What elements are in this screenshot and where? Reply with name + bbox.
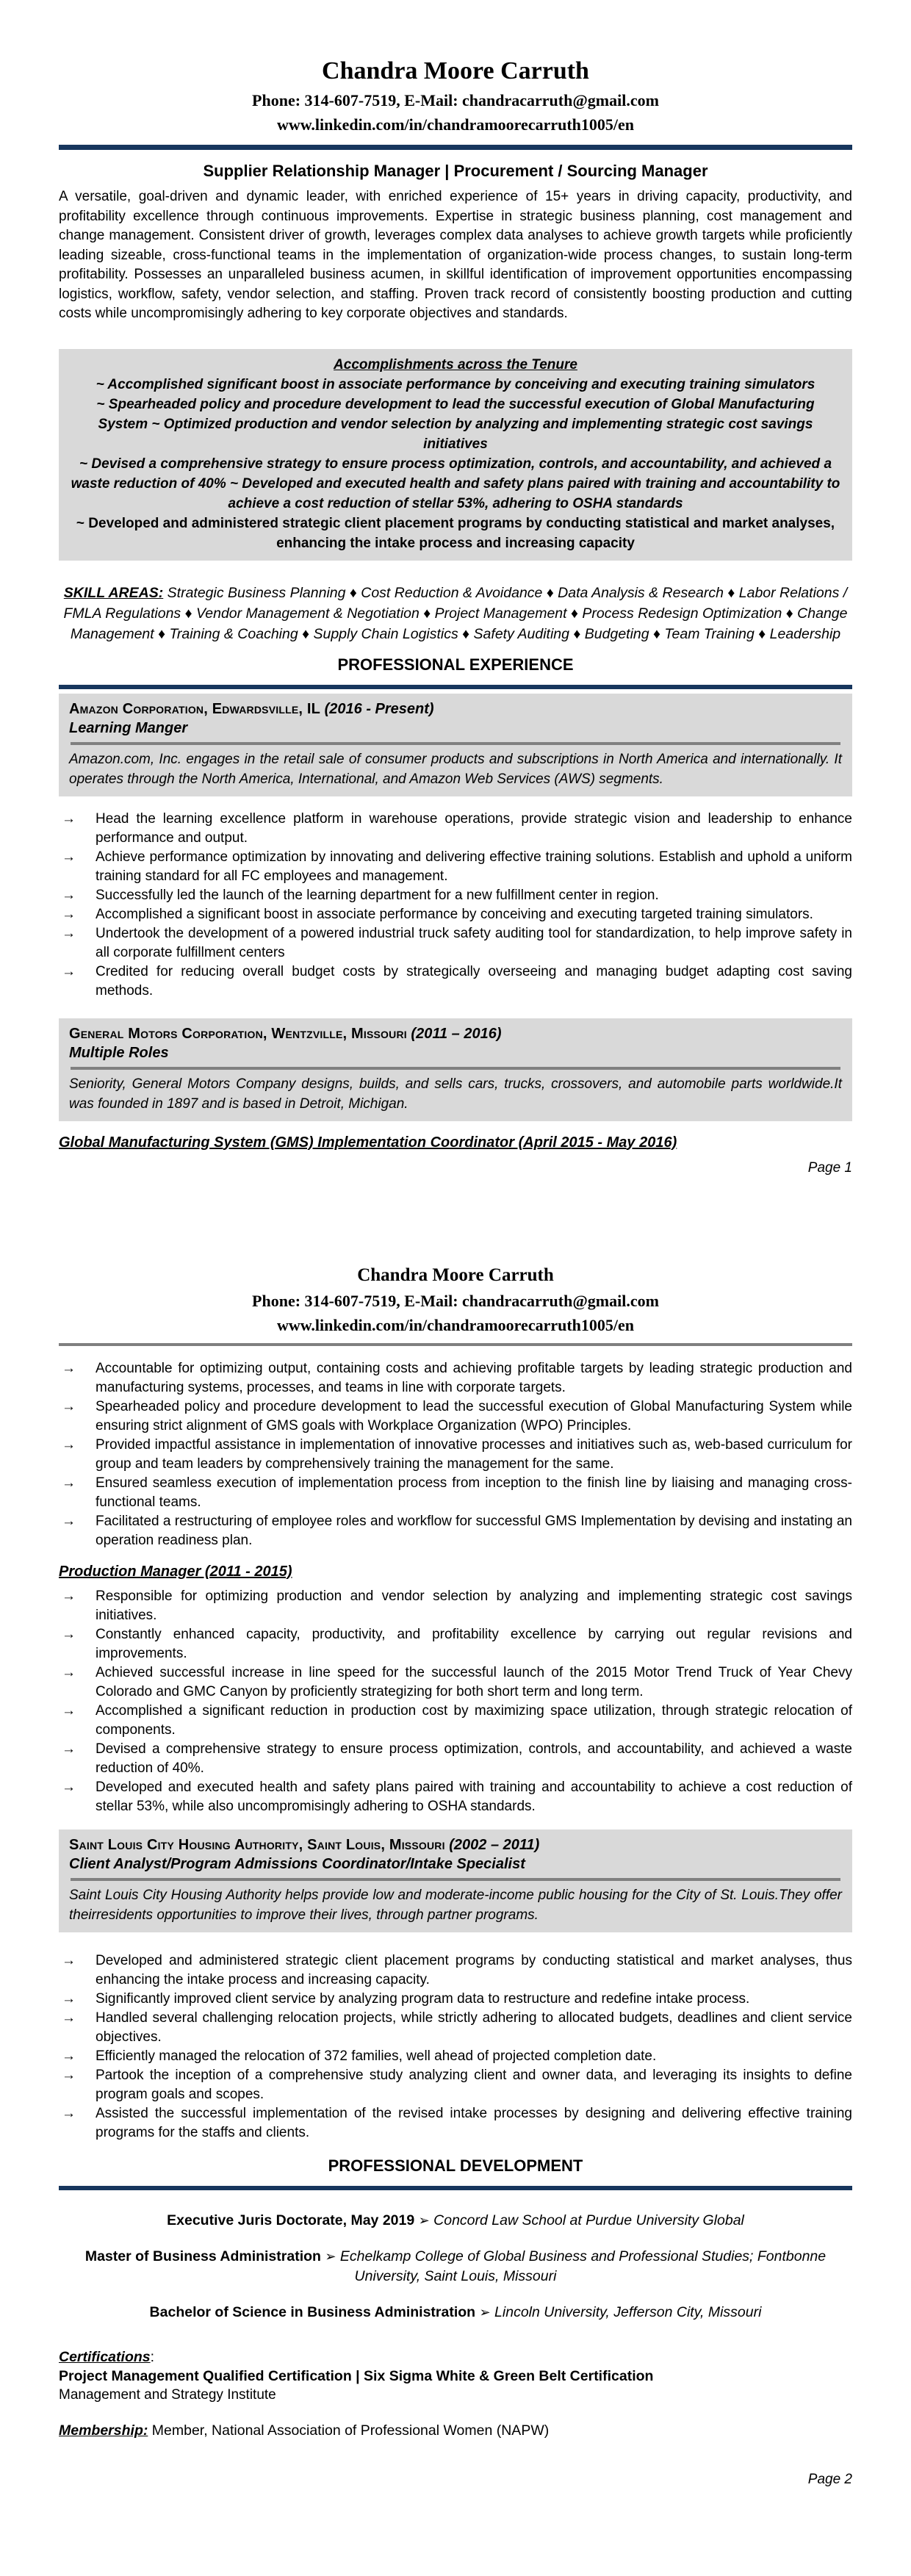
- arrow-bullet-icon: →: [62, 2048, 76, 2064]
- bullet-text: Significantly improved client service by analyzing program data to restructure and redefine intake process.: [96, 1990, 750, 2007]
- page2-header-rule: [59, 1343, 852, 1346]
- bullet-text: Handled several challenging relocation projects, while strictly adhering to allocated budgets, deadlines and client service objectives.: [96, 2010, 852, 2045]
- bullet-text: Provided impactful assistance in implementation of innovative processes and initiatives such as, web-based curriculum for group and team leaders by comprehensively training the management for the same.: [96, 1436, 852, 1472]
- bullet-text: Constantly enhanced capacity, productivity, and profitability excellence by carrying out regular revisions and improvements.: [96, 1626, 852, 1661]
- amazon-bullets: [59, 810, 852, 1001]
- bullet-item: [59, 886, 852, 905]
- school: Echelkamp College of Global Business and Professional Studies; Fontbonne University, Saint Louis, Missouri: [339, 2248, 827, 2284]
- amazon-company: Amazon Corporation, Edwardsville, IL: [69, 700, 321, 717]
- bullet-text: Achieved successful increase in line speed for the successful launch of the 2015 Motor Trend Truck of Year Chevy Colorado and GMC Canyon by proficiently strategizing for both short term and long term.: [96, 1664, 852, 1699]
- certifications-block: [59, 2347, 852, 2405]
- gm-company: General Motors Corporation, Wentzville, Missouri: [69, 1025, 407, 1042]
- arrow-bullet-icon: →: [62, 1779, 76, 1795]
- bullet-text: Developed and administered strategic client placement programs by conducting statistical and market analyses, thus enhancing the intake process and increasing capacity.: [96, 1952, 852, 1987]
- bullet-item: [59, 1740, 852, 1778]
- development-heading: PROFESSIONAL DEVELOPMENT: [328, 2156, 583, 2175]
- resume-headline: Supplier Relationship Manager | Procurement / Sourcing Manager: [203, 162, 708, 180]
- bullet-text: Achieve performance optimization by innovating and delivering effective training solutions. Establish and uphold a uniform training standard for all FC employees and management.: [96, 849, 852, 884]
- arrow-bullet-icon: →: [62, 1702, 76, 1719]
- arrow-bullet-icon: →: [62, 1475, 76, 1491]
- bullet-text: Efficiently managed the relocation of 372 families, well ahead of projected completion date.: [96, 2048, 657, 2064]
- bullet-item: [59, 1625, 852, 1663]
- amazon-description: Amazon.com, Inc. engages in the retail sale of consumer products and subscriptions in North America and internationally. It operates through the North America, International, and Amazon Web Services (AWS) segments.: [69, 751, 842, 787]
- gm-company-line: [69, 1024, 842, 1043]
- bullet-text: Partook the inception of a comprehensive study analyzing client and owner data, and leveraging its insights to define program goals and scopes.: [96, 2067, 852, 2102]
- bullet-item: [59, 924, 852, 963]
- arrow-bullet-icon: →: [62, 1626, 76, 1642]
- job-divider: [71, 1878, 840, 1881]
- job-divider: [71, 1067, 840, 1070]
- bullet-item: [59, 2047, 852, 2066]
- slcha-bullets: [59, 1951, 852, 2143]
- arrow-bullet-icon: →: [62, 1990, 76, 2007]
- bullet-item: [59, 2104, 852, 2143]
- amazon-period: (2016 - Present): [324, 700, 434, 717]
- bullet-item: [59, 1587, 852, 1625]
- education-entry: [59, 2303, 852, 2323]
- page2-footer: Page 2: [807, 2471, 852, 2487]
- page2-header: [59, 1264, 852, 1336]
- degree: Executive Juris Doctorate, May 2019: [167, 2212, 415, 2228]
- arrow-bullet-icon: →: [62, 2067, 76, 2083]
- certifications-label: Certifications: [59, 2348, 151, 2365]
- membership-label: Membership:: [59, 2422, 148, 2439]
- bullet-text: Accomplished a significant boost in associate performance by conceiving and executing targeted training simulators.: [96, 906, 813, 922]
- arrowhead-icon: ➢: [325, 2248, 336, 2264]
- bullet-item: [59, 1951, 852, 1990]
- certifications-line2: Management and Strategy Institute: [59, 2386, 276, 2403]
- arrow-bullet-icon: →: [62, 1952, 76, 1968]
- bullet-text: Credited for reducing overall budget costs by strategically overseeing and managing budget adapting cost saving methods.: [96, 963, 852, 999]
- school: Lincoln University, Jefferson City, Missouri: [494, 2303, 762, 2320]
- page1-footer: Page 1: [807, 1159, 852, 1176]
- bullet-text: Spearheaded policy and procedure development to lead the successful execution of Global Manufacturing System while ensuring strict alignment of GMS goals with Workplace Organization (WPO) Principles.: [96, 1398, 852, 1433]
- bullet-item: [59, 905, 852, 924]
- bullet-item: [59, 1663, 852, 1702]
- bullet-text: Ensured seamless execution of implementation process from inception to the finish line by liaising and managing cross-functional teams.: [96, 1475, 852, 1510]
- bullet-text: Undertook the development of a powered industrial truck safety auditing tool for standardization, to help improve safety in all corporate fulfillment centers: [96, 925, 852, 960]
- arrow-bullet-icon: →: [62, 1741, 76, 1757]
- degree: Bachelor of Science in Business Administration: [149, 2303, 476, 2320]
- accomplishment-item: ~ Accomplished significant boost in associate performance by conceiving and executing training simulators: [96, 376, 815, 392]
- bullet-text: Developed and executed health and safety plans paired with training and accountability to achieve a cost reduction of stellar 53%, while also uncompromisingly adhering to OSHA standards.: [96, 1779, 852, 1814]
- bullet-text: Head the learning excellence platform in warehouse operations, provide strategic vision and leadership to enhance performance and output.: [96, 810, 852, 846]
- arrow-bullet-icon: →: [62, 2105, 76, 2121]
- page2-linkedin-url: www.linkedin.com/in/chandramoorecarruth1005/en: [276, 1315, 635, 1334]
- bullet-item: [59, 848, 852, 886]
- slcha-job-box: [59, 1830, 852, 1932]
- bullet-item: [59, 1359, 852, 1397]
- certifications-label-line: [59, 2347, 852, 2367]
- bullet-item: [59, 1702, 852, 1740]
- arrow-bullet-icon: →: [62, 1664, 76, 1680]
- bullet-item: [59, 1778, 852, 1816]
- accomplishments-title-text: Accomplishments across the Tenure: [334, 356, 577, 373]
- bullet-text: Successfully led the launch of the learning department for a new fulfillment center in region.: [96, 887, 659, 903]
- gm-job-box: [59, 1018, 852, 1121]
- production-manager-heading: Production Manager (2011 - 2015): [59, 1563, 292, 1580]
- certifications-colon: :: [150, 2348, 155, 2365]
- bullet-item: [59, 1512, 852, 1550]
- arrow-bullet-icon: →: [62, 963, 76, 979]
- accomplishments-title: [71, 355, 840, 375]
- arrow-bullet-icon: →: [62, 1513, 76, 1529]
- page1-linkedin-url: www.linkedin.com/in/chandramoorecarruth1005/en: [276, 115, 635, 134]
- gms-bullets: [59, 1359, 852, 1550]
- skill-areas: [59, 583, 852, 644]
- page1-name: Chandra Moore Carruth: [322, 57, 589, 84]
- header-rule: [59, 145, 852, 150]
- gms-coordinator-heading: Global Manufacturing System (GMS) Implementation Coordinator (April 2015 - May 2016): [59, 1134, 677, 1151]
- bullet-text: Accountable for optimizing output, containing costs and achieving profitable targets by leading strategic production and manufacturing systems, processes, and teams in line with corporate targets.: [96, 1360, 852, 1395]
- bullet-item: [59, 963, 852, 1001]
- bullet-item: [59, 810, 852, 848]
- page2-contact-line: Phone: 314-607-7519, E-Mail: chandracarruth@gmail.com: [252, 1291, 659, 1310]
- arrowhead-icon: ➢: [479, 2304, 491, 2320]
- experience-rule: [59, 685, 852, 689]
- bullet-item: [59, 1397, 852, 1436]
- arrow-bullet-icon: →: [62, 925, 76, 941]
- school: Concord Law School at Purdue University Global: [433, 2212, 744, 2228]
- education-entry: [59, 2247, 852, 2287]
- skill-areas-label: SKILL AREAS:: [63, 584, 164, 601]
- job-divider: [71, 742, 840, 745]
- arrow-bullet-icon: →: [62, 1360, 76, 1376]
- bullet-item: [59, 2009, 852, 2047]
- slcha-role: Client Analyst/Program Admissions Coordinator/Intake Specialist: [69, 1855, 525, 1872]
- gm-description: Seniority, General Motors Company designs, builds, and sells cars, trucks, crossovers, and automobile parts worldwide.It was founded in 1897 and is based in Detroit, Michigan.: [69, 1076, 842, 1112]
- degree: Master of Business Administration: [84, 2248, 321, 2264]
- accomplishments-box: [59, 349, 852, 561]
- bullet-text: Devised a comprehensive strategy to ensure process optimization, controls, and accountability, and achieved a waste reduction of 40%.: [96, 1741, 852, 1776]
- slcha-period: (2002 – 2011): [449, 1836, 540, 1853]
- education-entry: [59, 2211, 852, 2231]
- page1-header: [59, 0, 852, 135]
- membership-text: Member, National Association of Professional Women (NAPW): [151, 2422, 550, 2439]
- arrow-bullet-icon: →: [62, 2010, 76, 2026]
- gm-period: (2011 – 2016): [411, 1025, 502, 1042]
- page2-name: Chandra Moore Carruth: [357, 1264, 554, 1285]
- arrow-bullet-icon: →: [62, 849, 76, 865]
- bullet-item: [59, 1990, 852, 2009]
- amazon-job-box: [59, 694, 852, 796]
- experience-heading: PROFESSIONAL EXPERIENCE: [337, 655, 574, 674]
- summary-paragraph: A versatile, goal-driven and dynamic leader, with enriched experience of 15+ years in driving capacity, productivity, and profitability excellence through continuous improvements. Expertise in strategic business planning, cost management and change management. Consistent driver of growth, leverages complex data analyses to achieve growth targets while proficiently leading sizeable, cross-functional teams in the implementation of organization-wide process changes, to sustain long-term profitability. Possesses an unparalleled business acumen, in skillful identification of improvement opportunities encompassing logistics, workflow, safety, vendor selection, and staffing. Proven track record of consistently boosting production and cutting costs while uncompromisingly adhering to key corporate objectives and standards.: [59, 189, 852, 321]
- bullet-item: [59, 1436, 852, 1474]
- arrowhead-icon: ➢: [418, 2212, 430, 2228]
- production-manager-bullets: [59, 1587, 852, 1816]
- bullet-text: Facilitated a restructuring of employee roles and workflow for successful GMS Implementation by devising and instating an operation readiness plan.: [96, 1513, 852, 1548]
- accomplishment-item: ~ Spearheaded policy and procedure development to lead the successful execution of Global Manufacturing System ~ Optimized production and vendor selection by analyzing and implementing strategic cost savings initiatives: [96, 396, 815, 452]
- accomplishment-item: ~ Devised a comprehensive strategy to ensure process optimization, controls, and accountability, and achieved a waste reduction of 40% ~ Developed and executed health and safety plans paired with training and accountability to achieve a cost reduction of stellar 53%, adhering to OSHA standards: [71, 456, 840, 511]
- amazon-role: Learning Manger: [69, 719, 188, 736]
- accomplishment-item: ~ Developed and administered strategic client placement programs by conducting statistical and market analyses, enhancing the intake process and increasing capacity: [76, 515, 835, 551]
- bullet-text: Assisted the successful implementation of the revised intake processes by designing and delivering effective training programs for the staffs and clients.: [96, 2105, 852, 2140]
- development-rule: [59, 2186, 852, 2190]
- slcha-company-line: [69, 1835, 842, 1854]
- gm-role: Multiple Roles: [69, 1044, 169, 1061]
- arrow-bullet-icon: →: [62, 887, 76, 903]
- arrow-bullet-icon: →: [62, 906, 76, 922]
- skill-areas-list: Strategic Business Planning ♦ Cost Reduction & Avoidance ♦ Data Analysis & Research ♦ Labor Relations / FMLA Regulations ♦ Vendor Management & Negotiation ♦ Project Management ♦ Process Redesign Optimization ♦ Change Management ♦ Training & Coaching ♦ Supply Chain Logistics ♦ Safety Auditing ♦ Budgeting ♦ Team Training ♦ Leadership: [63, 584, 848, 642]
- bullet-text: Responsible for optimizing production and vendor selection by analyzing and implementing strategic cost savings initiatives.: [96, 1588, 852, 1623]
- certifications-line1: Project Management Qualified Certification | Six Sigma White & Green Belt Certification: [59, 2367, 654, 2384]
- amazon-company-line: [69, 699, 842, 719]
- membership-line: [59, 2421, 852, 2440]
- slcha-company: Saint Louis City Housing Authority, Saint Louis, Missouri: [69, 1836, 445, 1853]
- bullet-item: [59, 1474, 852, 1512]
- slcha-description: Saint Louis City Housing Authority helps provide low and moderate-income public housing for the City of St. Louis.They offer theirresidents opportunities to improve their lives, through partner programs.: [69, 1887, 842, 1923]
- bullet-item: [59, 2066, 852, 2104]
- arrow-bullet-icon: →: [62, 1398, 76, 1414]
- arrow-bullet-icon: →: [62, 1436, 76, 1453]
- arrow-bullet-icon: →: [62, 810, 76, 827]
- education-list: [59, 2211, 852, 2323]
- bullet-text: Accomplished a significant reduction in production cost by maximizing space utilization, through strategic relocation of components.: [96, 1702, 852, 1738]
- arrow-bullet-icon: →: [62, 1588, 76, 1604]
- page1-contact-line: Phone: 314-607-7519, E-Mail: chandracarruth@gmail.com: [252, 91, 659, 109]
